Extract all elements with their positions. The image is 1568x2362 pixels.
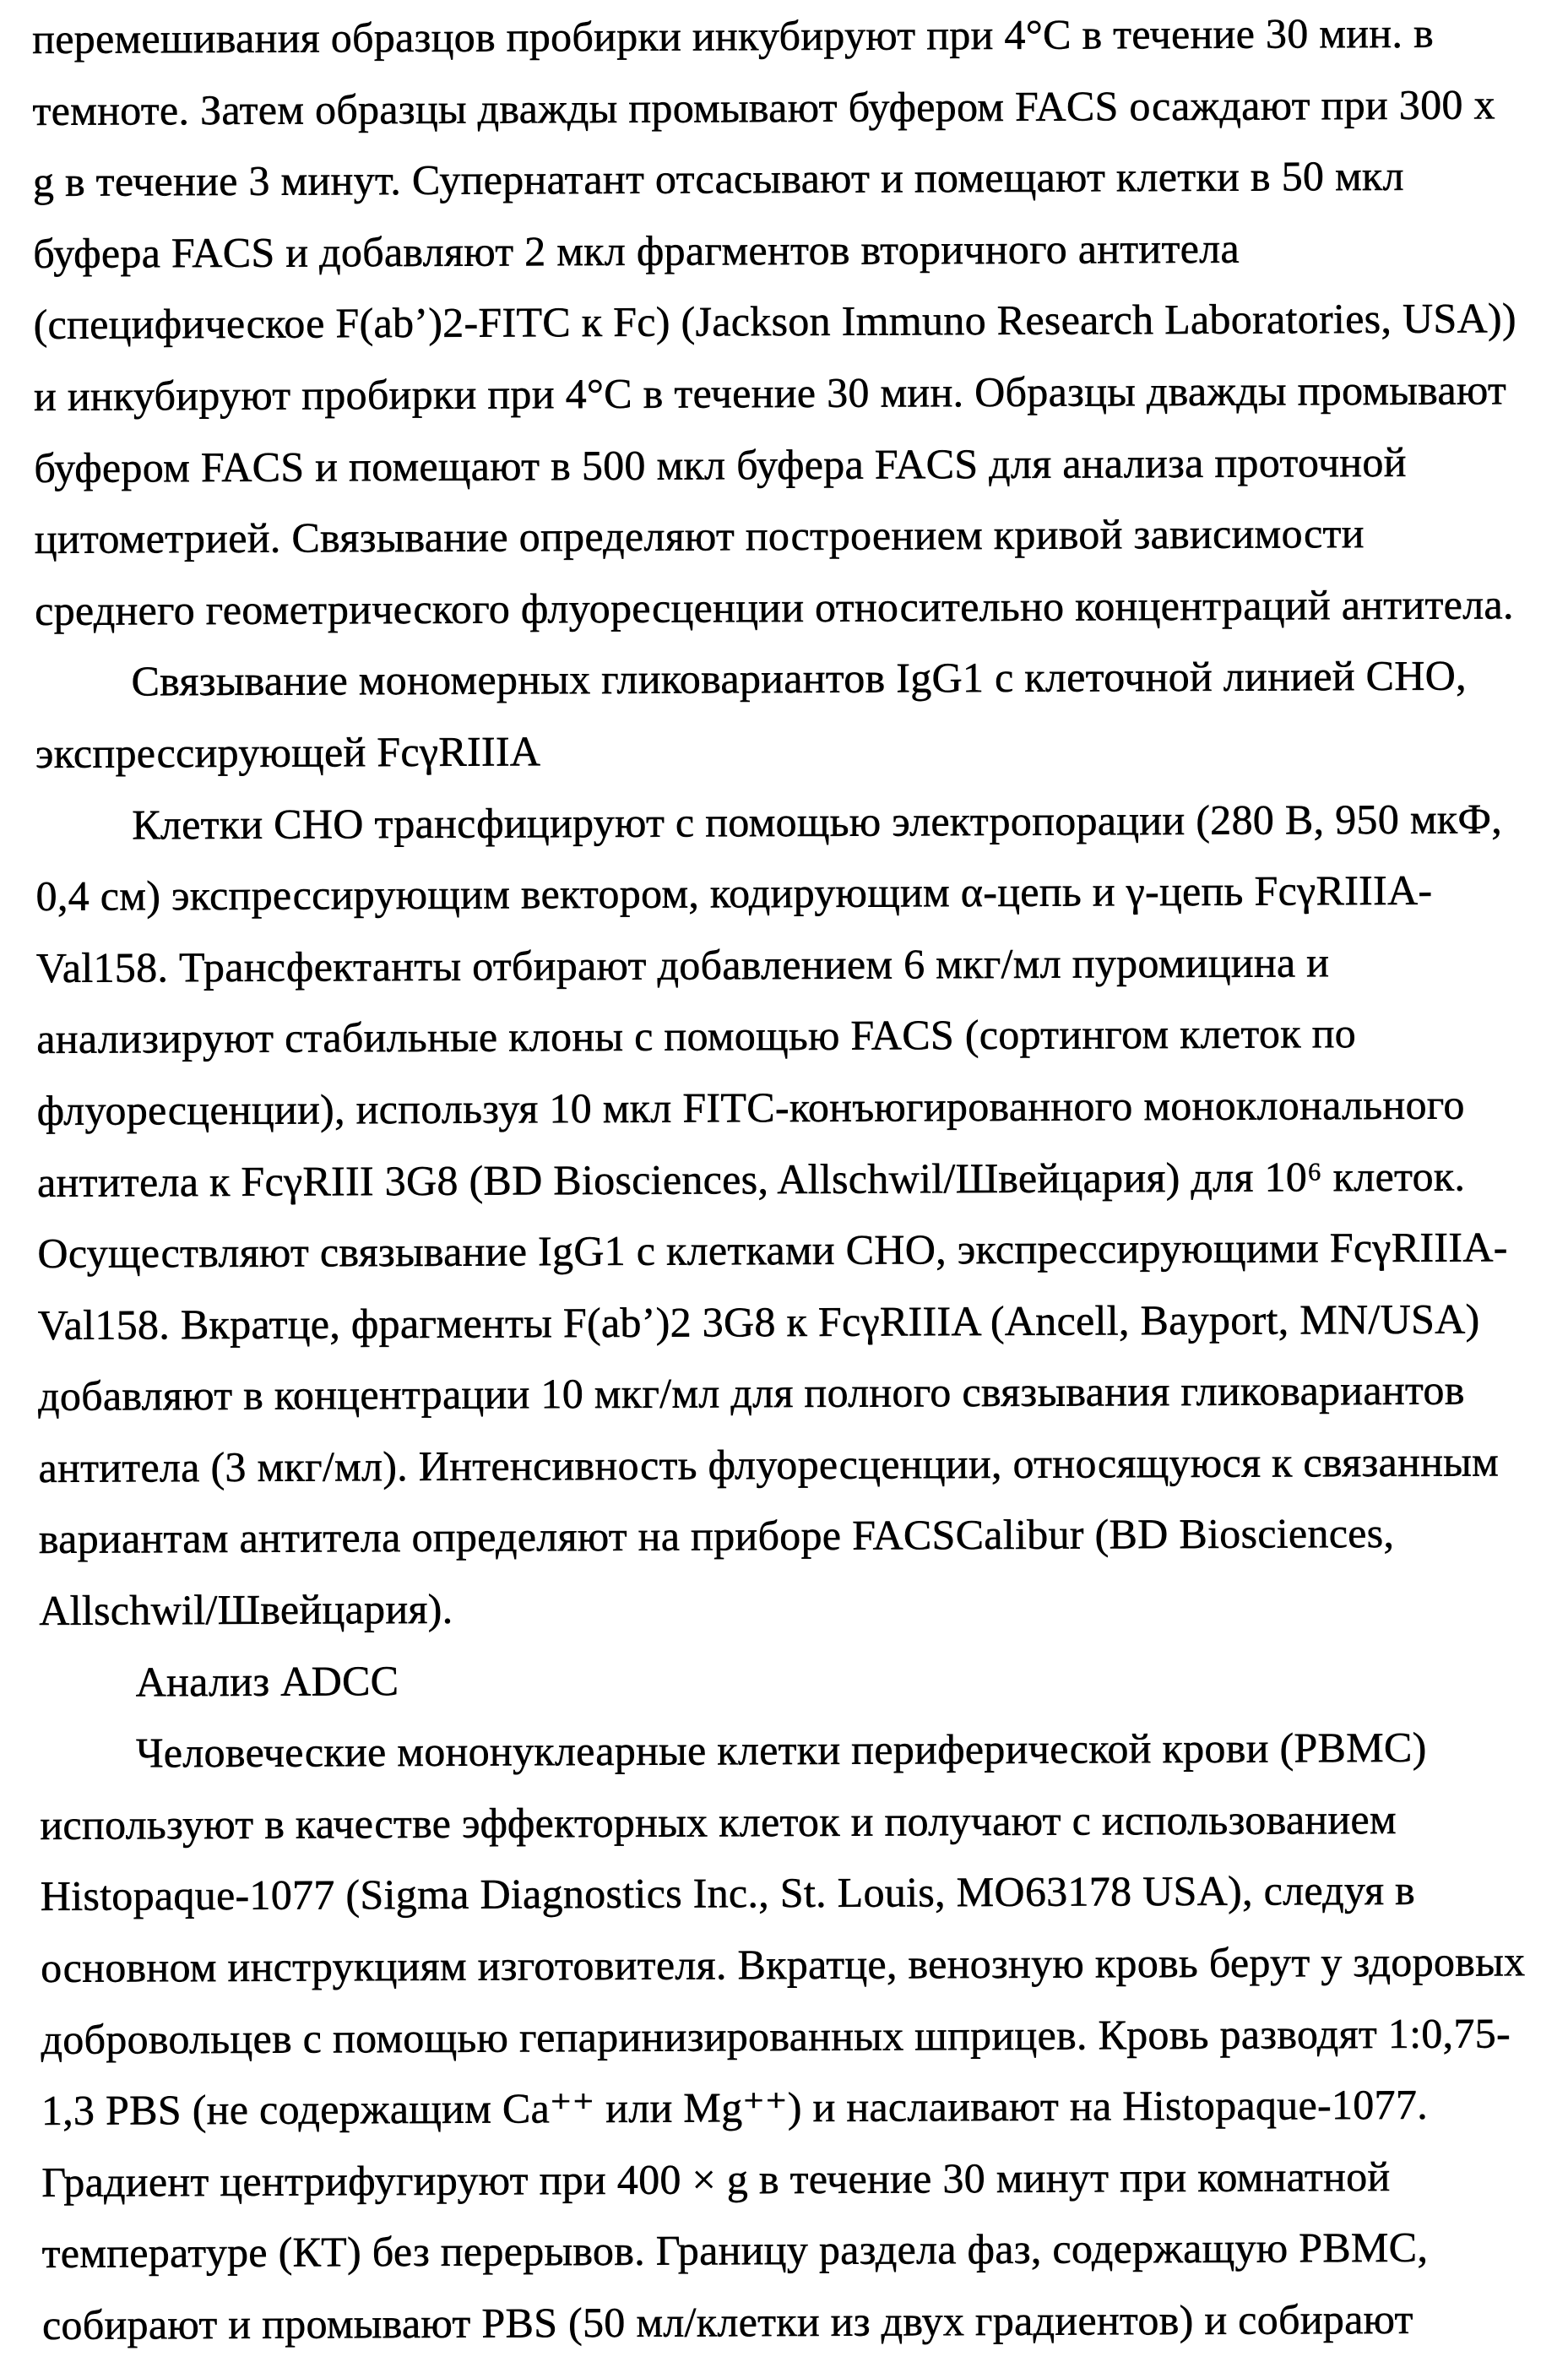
text-line: g в течение 3 минут. Супернатант отсасывают и помещают клетки в 50 мкл bbox=[32, 152, 1404, 206]
text-line: Осуществляют связывание IgG1 с клетками СНО, экспрессирующими FcγRIIIA- bbox=[37, 1223, 1508, 1278]
text-line: 1,3 PBS (не содержащим Са⁺⁺ или Mg⁺⁺) и наслаивают на Histopaque-1077. bbox=[41, 2081, 1429, 2135]
text-line: (специфическое F(ab’)2-FITC к Fc) (Jackson Immuno Research Laboratories, USA)) bbox=[33, 294, 1516, 349]
text-line: Клетки СНО трансфицируют с помощью электропорации (280 В, 950 мкФ, bbox=[132, 794, 1503, 849]
text-line: флуоресценции), используя 10 мкл FITC-конъюгированного моноклонального bbox=[36, 1080, 1465, 1134]
text-line: Человеческие мононуклеарные клетки периферической крови (PBMC) bbox=[135, 1724, 1427, 1777]
text-line: 0,4 см) экспрессирующим вектором, кодирующим α-цепь и γ-цепь FcγRIIIA- bbox=[35, 866, 1433, 920]
text-line: собирают и промывают PBS (50 мл/клетки из двух градиентов) и собирают bbox=[41, 2294, 1413, 2348]
text-line: используют в качестве эффекторных клеток и получают с использованием bbox=[40, 1795, 1397, 1849]
text-line: анализируют стабильные клоны с помощью FACS (сортингом клеток по bbox=[36, 1009, 1357, 1063]
text-line: Анализ ADCC bbox=[135, 1656, 399, 1706]
text-line: Val158. Трансфектанты отбирают добавлением 6 мкг/мл пуромицина и bbox=[35, 938, 1330, 991]
text-line: темноте. Затем образцы дважды промывают буфером FACS осаждают при 300 х bbox=[32, 80, 1495, 134]
text-line: среднего геометрического флуоресценции относительно концентраций антитела. bbox=[35, 580, 1514, 634]
text-line: перемешивания образцов пробирки инкубируют при 4°С в течение 30 мин. в bbox=[32, 8, 1435, 62]
text-line: основном инструкциям изготовителя. Вкратце, венозную кровь берут у здоровых bbox=[41, 1937, 1526, 1992]
text-line: цитометрией. Связывание определяют построением кривой зависимости bbox=[34, 509, 1365, 563]
text-line: температуре (КТ) без перерывов. Границу раздела фаз, содержащую PBMC, bbox=[41, 2224, 1429, 2278]
text-line: добавляют в концентрации 10 мкг/мл для полного связывания гликовариантов bbox=[38, 1366, 1465, 1420]
text-line: Histopaque-1077 (Sigma Diagnostics Inc., St. Louis, MO63178 USA), следуя в bbox=[40, 1866, 1416, 1920]
text-line: антитела (3 мкг/мл). Интенсивность флуоресценции, относящуюся к связанным bbox=[38, 1437, 1500, 1491]
text-line: буфером FACS и помещают в 500 мкл буфера FACS для анализа проточной bbox=[34, 437, 1407, 491]
text-line: Val158. Вкратце, фрагменты F(ab’)2 3G8 к FcγRIIIA (Ancell, Bayport, MN/USA) bbox=[37, 1295, 1480, 1349]
text-line: Связывание мономерных гликовариантов IgG1 с клеточной линией СНО, bbox=[131, 651, 1468, 705]
text-line: буфера FACS и добавляют 2 мкл фрагментов вторичного антитела bbox=[33, 224, 1240, 277]
text-line: экспрессирующей FcγRIIIA bbox=[35, 727, 541, 777]
text-line: и инкубируют пробирки при 4°С в течение 30 мин. Образцы дважды промывают bbox=[33, 366, 1507, 420]
text-line: вариантам антитела определяют на приборе FACSCalibur (BD Biosciences, bbox=[38, 1509, 1395, 1563]
text-line: Градиент центрифугируют при 400 × g в течение 30 минут при комнатной bbox=[41, 2152, 1391, 2206]
document-text-block bbox=[32, 0, 1568, 2361]
text-line: антитела к FcγRIII 3G8 (BD Biosciences, Allschwil/Швейцария) для 10⁶ клеток. bbox=[36, 1152, 1466, 1206]
text-line: добровольцев с помощью гепаринизированных шприцев. Кровь разводят 1:0,75- bbox=[41, 2009, 1511, 2063]
text-line: Allschwil/Швейцария). bbox=[39, 1584, 453, 1635]
